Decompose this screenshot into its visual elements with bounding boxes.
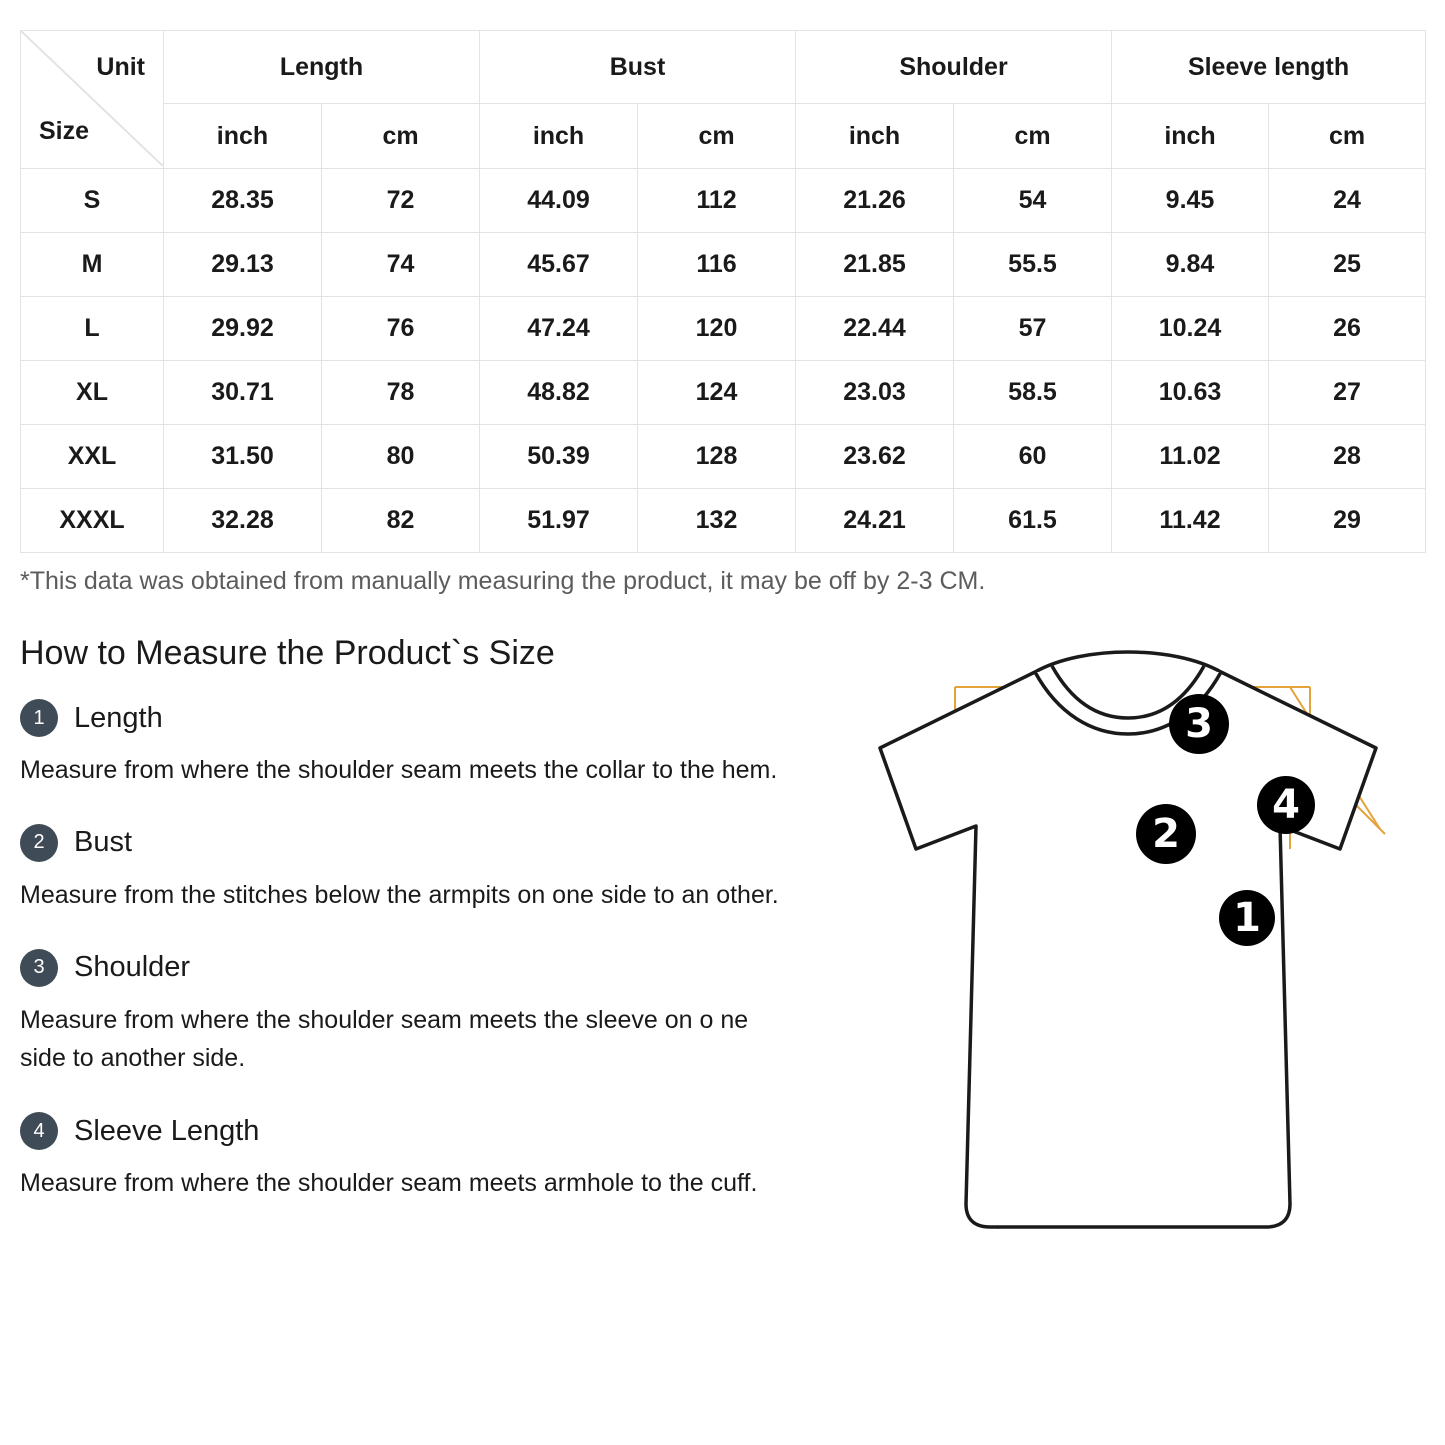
cell-l-bust-cm: 120 (638, 297, 796, 361)
measurement-disclaimer: *This data was obtained from manually measuring the product, it may be off by 2-3 CM. (20, 567, 986, 595)
table-row (21, 361, 1426, 425)
step-badge-4: 4 (20, 1112, 58, 1150)
cell-m-shoulder-cm: 55.5 (954, 233, 1112, 297)
instructions-column (20, 634, 820, 1264)
cell-l-length-inch: 29.92 (164, 297, 322, 361)
cell-m-length-cm: 74 (322, 233, 480, 297)
cell-xxxl-length-cm: 82 (322, 489, 480, 553)
diagram-column (820, 634, 1425, 1264)
cell-l-bust-inch: 47.24 (480, 297, 638, 361)
cell-l-sleeve-inch: 10.24 (1112, 297, 1269, 361)
group-header-bust: Bust (480, 31, 796, 104)
group-header-length: Length (164, 31, 480, 104)
step-title-sleeve-length: Sleeve Length (74, 1114, 260, 1147)
step-header-bust (20, 824, 820, 862)
unit-header-shoulder-inch: inch (796, 104, 954, 169)
cell-s-bust-cm: 112 (638, 169, 796, 233)
tshirt-diagram (820, 644, 1425, 1264)
cell-xxxl-shoulder-inch: 24.21 (796, 489, 954, 553)
marker-1: 1 (1219, 890, 1275, 946)
cell-l-length-cm: 76 (322, 297, 480, 361)
cell-xxl-bust-inch: 50.39 (480, 425, 638, 489)
cell-m-sleeve-cm: 25 (1269, 233, 1426, 297)
cell-xl-shoulder-cm: 58.5 (954, 361, 1112, 425)
row-size-xxxl: XXXL (21, 489, 164, 553)
cell-l-shoulder-inch: 22.44 (796, 297, 954, 361)
cell-xl-length-inch: 30.71 (164, 361, 322, 425)
step-header-sleeve-length (20, 1112, 820, 1150)
size-label: Size (39, 117, 90, 145)
unit-header-bust-inch: inch (480, 104, 638, 169)
cell-xxxl-sleeve-cm: 29 (1269, 489, 1426, 553)
step-title-length: Length (74, 701, 163, 734)
row-size-s: S (21, 169, 164, 233)
cell-xxl-shoulder-cm: 60 (954, 425, 1112, 489)
cell-xxxl-shoulder-cm: 61.5 (954, 489, 1112, 553)
step-title-bust: Bust (74, 826, 133, 859)
table-header-groups (21, 31, 1426, 104)
cell-s-sleeve-inch: 9.45 (1112, 169, 1269, 233)
cell-xl-length-cm: 78 (322, 361, 480, 425)
step-title-shoulder: Shoulder (74, 951, 191, 983)
unit-header-sleeve-inch: inch (1112, 104, 1269, 169)
row-size-l: L (21, 297, 164, 361)
cell-xl-sleeve-cm: 27 (1269, 361, 1426, 425)
cell-l-shoulder-cm: 57 (954, 297, 1112, 361)
row-size-xxl: XXL (21, 425, 164, 489)
step-body-bust: Measure from the stitches below the armpits on one side to an other. (20, 880, 779, 909)
table-row (21, 297, 1426, 361)
cell-xxxl-sleeve-inch: 11.42 (1112, 489, 1269, 553)
cell-m-sleeve-inch: 9.84 (1112, 233, 1269, 297)
cell-s-shoulder-cm: 54 (954, 169, 1112, 233)
step-badge-3: 3 (20, 949, 58, 987)
page-title: How to Measure the Product`s Size (20, 634, 555, 672)
step-header-length (20, 699, 820, 737)
row-size-xl: XL (21, 361, 164, 425)
step-header-shoulder (20, 949, 820, 987)
cell-xxl-sleeve-inch: 11.02 (1112, 425, 1269, 489)
group-header-sleeve-length: Sleeve length (1112, 31, 1426, 104)
cell-m-bust-cm: 116 (638, 233, 796, 297)
step-body-shoulder: Measure from where the shoulder seam meets the sleeve on o ne side to another side. (20, 1005, 749, 1073)
cell-xl-bust-cm: 124 (638, 361, 796, 425)
step-badge-2: 2 (20, 824, 58, 862)
marker-4: 4 (1257, 776, 1315, 834)
cell-xxl-bust-cm: 128 (638, 425, 796, 489)
cell-xxxl-bust-inch: 51.97 (480, 489, 638, 553)
cell-s-length-inch: 28.35 (164, 169, 322, 233)
table-row (21, 233, 1426, 297)
unit-header-shoulder-cm: cm (954, 104, 1112, 169)
unit-header-sleeve-cm: cm (1269, 104, 1426, 169)
cell-m-bust-inch: 45.67 (480, 233, 638, 297)
how-to-measure-section (20, 634, 1425, 1264)
cell-s-length-cm: 72 (322, 169, 480, 233)
corner-unit-size-cell (21, 31, 164, 169)
table-header-units (21, 104, 1426, 169)
tshirt-outline-icon (820, 644, 1420, 1264)
marker-3: 3 (1169, 694, 1229, 754)
cell-xxl-length-inch: 31.50 (164, 425, 322, 489)
size-chart-table (20, 30, 1426, 553)
unit-header-length-cm: cm (322, 104, 480, 169)
cell-xl-sleeve-inch: 10.63 (1112, 361, 1269, 425)
step-body-sleeve-length: Measure from where the shoulder seam meets armhole to the cuff. (20, 1169, 758, 1197)
marker-2: 2 (1136, 804, 1196, 864)
row-size-m: M (21, 233, 164, 297)
cell-s-bust-inch: 44.09 (480, 169, 638, 233)
group-header-shoulder: Shoulder (796, 31, 1112, 104)
cell-xxl-length-cm: 80 (322, 425, 480, 489)
table-row (21, 425, 1426, 489)
unit-label: Unit (96, 53, 145, 81)
step-body-length: Measure from where the shoulder seam meets the collar to the hem. (20, 756, 778, 784)
cell-m-shoulder-inch: 21.85 (796, 233, 954, 297)
cell-xxl-shoulder-inch: 23.62 (796, 425, 954, 489)
cell-s-shoulder-inch: 21.26 (796, 169, 954, 233)
cell-s-sleeve-cm: 24 (1269, 169, 1426, 233)
table-row (21, 489, 1426, 553)
cell-xl-bust-inch: 48.82 (480, 361, 638, 425)
cell-xxxl-bust-cm: 132 (638, 489, 796, 553)
shirt-body-icon (880, 652, 1376, 1227)
table-row (21, 169, 1426, 233)
unit-header-bust-cm: cm (638, 104, 796, 169)
cell-l-sleeve-cm: 26 (1269, 297, 1426, 361)
cell-m-length-inch: 29.13 (164, 233, 322, 297)
step-badge-1: 1 (20, 699, 58, 737)
cell-xxl-sleeve-cm: 28 (1269, 425, 1426, 489)
cell-xxxl-length-inch: 32.28 (164, 489, 322, 553)
cell-xl-shoulder-inch: 23.03 (796, 361, 954, 425)
unit-header-length-inch: inch (164, 104, 322, 169)
